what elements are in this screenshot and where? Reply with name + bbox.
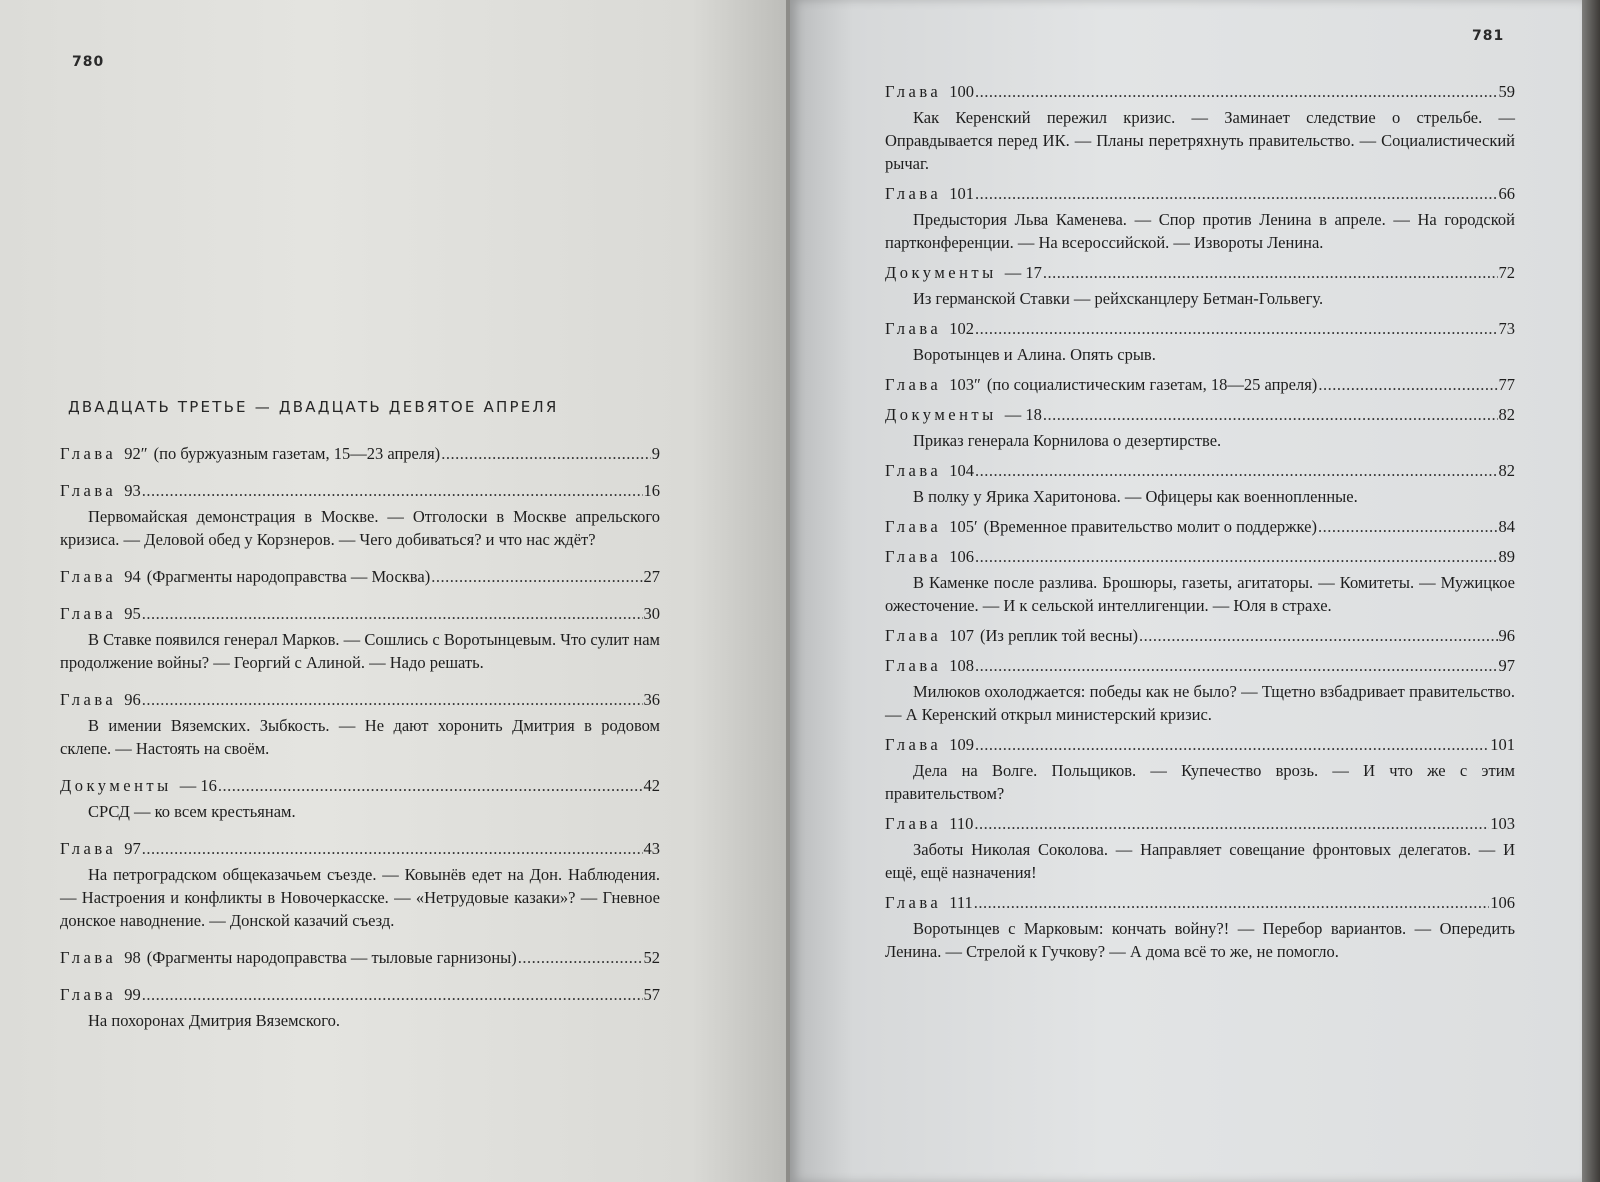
entry-page: 97 — [1498, 656, 1515, 675]
entry-label: Глава — [885, 735, 942, 754]
entry-page: 9 — [651, 444, 660, 463]
entry-number: — 18 — [1004, 405, 1042, 424]
entry-number: 108 — [949, 656, 975, 675]
entry-number: 95 — [124, 604, 141, 623]
entry-description: Из германской Ставки — рейхсканцлеру Бетман-Гольвегу. — [913, 289, 1324, 308]
entry-number: — 16 — [179, 776, 217, 795]
toc-entry — [885, 654, 1515, 677]
entry-page: 43 — [643, 839, 660, 858]
toc-entry — [60, 774, 660, 797]
entry-page: 42 — [643, 776, 660, 795]
entry-label: Глава — [885, 461, 942, 480]
entry-page: 103 — [1490, 814, 1515, 833]
toc-entry — [60, 479, 660, 502]
entry-number: 107 — [949, 626, 975, 645]
dot-leader — [975, 733, 1489, 756]
left-page — [0, 0, 786, 1182]
entry-page: 73 — [1498, 319, 1515, 338]
entry-number: 94 — [124, 567, 141, 586]
entry-page: 89 — [1498, 547, 1515, 566]
entry-label: Глава — [60, 948, 117, 967]
toc-entry — [885, 545, 1515, 568]
dot-leader — [142, 983, 643, 1006]
entry-label: Глава — [885, 184, 942, 203]
toc-entry — [885, 80, 1515, 103]
entry-label: Документы — [885, 405, 997, 424]
entry-description: Предыстория Льва Каменева. — Спор против Ленина в апреле. — На городской партконференции. — На всероссийской. — Извороты Ленина. — [885, 210, 1515, 252]
toc-entry — [60, 442, 660, 465]
entry-page: 27 — [643, 567, 660, 586]
toc-entry — [885, 261, 1515, 284]
entry-page: 52 — [643, 948, 660, 967]
toc-entry — [885, 459, 1515, 482]
entry-label: Глава — [885, 893, 942, 912]
dot-leader — [142, 688, 643, 711]
entry-number: 96 — [124, 690, 141, 709]
entry-page: 82 — [1498, 405, 1515, 424]
entry-page: 59 — [1498, 82, 1515, 101]
right-page — [790, 0, 1582, 1182]
entry-subtitle: (Фрагменты народоправства — Москва) — [146, 567, 431, 586]
entry-number: 109 — [949, 735, 975, 754]
entry-description: На петроградском общеказачьем съезде. — Ковынёв едет на Дон. Наблюдения. — Настроения и конфликты в Новочеркасске. — «Нетрудовые казаки»? — Гневное донское наводнение. — Донской казачий съезд. — [60, 865, 660, 930]
entry-page: 101 — [1490, 735, 1515, 754]
entry-label: Глава — [60, 839, 117, 858]
dot-leader — [142, 602, 643, 625]
entry-label: Глава — [885, 656, 942, 675]
dot-leader — [975, 459, 1497, 482]
toc-entry — [60, 602, 660, 625]
entry-subtitle: (Из реплик той весны) — [980, 626, 1139, 645]
entry-number: 106 — [949, 547, 975, 566]
entry-number: 93 — [124, 481, 141, 500]
entry-subtitle: (по социалистическим газетам, 18—25 апреля) — [986, 375, 1318, 394]
entry-page: 106 — [1490, 893, 1515, 912]
dot-leader — [1043, 261, 1498, 284]
dot-leader — [1139, 624, 1497, 647]
entry-label: Глава — [885, 319, 942, 338]
entry-page: 36 — [643, 690, 660, 709]
entry-description: В имении Вяземских. Зыбкость. — Не дают хоронить Дмитрия в родовом склепе. — Настоять на своём. — [60, 716, 660, 758]
book-edge — [1582, 0, 1600, 1182]
entry-number: 104 — [949, 461, 975, 480]
entry-description: На похоронах Дмитрия Вяземского. — [88, 1011, 341, 1030]
dot-leader — [142, 837, 643, 860]
entry-label: Глава — [885, 547, 942, 566]
entry-description: Как Керенский пережил кризис. — Заминает следствие о стрельбе. — Оправдывается перед ИК. — Планы перетряхнуть правительство. — Социалистический рычаг. — [885, 108, 1515, 173]
entry-subtitle: (по буржуазным газетам, 15—23 апреля) — [153, 444, 441, 463]
dot-leader — [975, 182, 1497, 205]
entry-label: Глава — [885, 82, 942, 101]
entry-description: В Каменке после разлива. Брошюры, газеты, агитаторы. — Комитеты. — Мужицкое ожесточение. — И к сельской интеллигенции. — Юля в страхе. — [885, 573, 1515, 615]
entry-description: Воротынцев и Алина. Опять срыв. — [913, 345, 1156, 364]
entry-label: Документы — [60, 776, 172, 795]
entry-subtitle: (Фрагменты народоправства — тыловые гарнизоны) — [146, 948, 517, 967]
entry-description: В полку у Ярика Харитонова. — Офицеры как военнопленные. — [913, 487, 1358, 506]
dot-leader — [218, 774, 643, 797]
entry-label: Глава — [60, 567, 117, 586]
entry-subtitle: (Временное правительство молит о поддержке) — [983, 517, 1317, 536]
dot-leader — [975, 545, 1497, 568]
dot-leader — [518, 946, 643, 969]
entry-page: 82 — [1498, 461, 1515, 480]
entry-number: 102 — [949, 319, 975, 338]
entry-description: Милюков охолоджается: победы как не было? — Тщетно взбадривает правительство. — А Керенский открыл министерский кризис. — [885, 682, 1515, 724]
entry-description: В Ставке появился генерал Марков. — Сошлись с Воротынцевым. Что сулит нам продолжение войны? — Георгий с Алиной. — Надо решать. — [60, 630, 660, 672]
entry-number: 99 — [124, 985, 141, 1004]
dot-leader — [975, 317, 1497, 340]
entry-label: Документы — [885, 263, 997, 282]
dot-leader — [431, 565, 642, 588]
dot-leader — [974, 812, 1489, 835]
toc-entry — [885, 317, 1515, 340]
entry-number: 101 — [949, 184, 975, 203]
entry-label: Глава — [60, 985, 117, 1004]
toc-entry — [60, 946, 660, 969]
entry-number: 92″ — [124, 444, 148, 463]
entry-page: 16 — [643, 481, 660, 500]
entry-description: Дела на Волге. Польщиков. — Купечество врозь. — И что же с этим правительством? — [885, 761, 1515, 803]
dot-leader — [974, 891, 1489, 914]
part-title: ДВАДЦАТЬ ТРЕТЬЕ — ДВАДЦАТЬ ДЕВЯТОЕ АПРЕЛЯ — [68, 398, 559, 416]
dot-leader — [1043, 403, 1498, 426]
toc-entry — [60, 837, 660, 860]
entry-number: 103″ — [949, 375, 981, 394]
toc-entry — [885, 182, 1515, 205]
dot-leader — [975, 80, 1497, 103]
entry-label: Глава — [885, 814, 942, 833]
toc-entry — [885, 403, 1515, 426]
toc-entry — [885, 891, 1515, 914]
entry-number: — 17 — [1004, 263, 1042, 282]
toc-entry — [885, 373, 1515, 396]
entry-label: Глава — [60, 690, 117, 709]
entry-number: 110 — [949, 814, 974, 833]
entry-page: 77 — [1498, 375, 1515, 394]
dot-leader — [1318, 373, 1497, 396]
entry-description: СРСД — ко всем крестьянам. — [88, 802, 296, 821]
entry-label: Глава — [885, 375, 942, 394]
toc-entry — [885, 515, 1515, 538]
toc-entry — [60, 565, 660, 588]
entry-page: 57 — [643, 985, 660, 1004]
entry-description: Приказ генерала Корнилова о дезертирстве. — [913, 431, 1222, 450]
entry-number: 111 — [949, 893, 973, 912]
dot-leader — [142, 479, 643, 502]
entry-label: Глава — [885, 517, 942, 536]
entry-page: 30 — [643, 604, 660, 623]
entry-label: Глава — [60, 444, 117, 463]
entry-description: Заботы Николая Соколова. — Направляет совещание фронтовых делегатов. — И ещё, ещё назначения! — [885, 840, 1515, 882]
dot-leader — [975, 654, 1497, 677]
entry-number: 100 — [949, 82, 975, 101]
entry-number: 105′ — [949, 517, 978, 536]
right-page-number: 781 — [1472, 28, 1505, 44]
toc-entry — [885, 624, 1515, 647]
dot-leader — [441, 442, 651, 465]
entry-label: Глава — [885, 626, 942, 645]
toc-entry — [885, 733, 1515, 756]
entry-label: Глава — [60, 604, 117, 623]
entry-page: 72 — [1498, 263, 1515, 282]
dot-leader — [1318, 515, 1498, 538]
entry-label: Глава — [60, 481, 117, 500]
entry-number: 97 — [124, 839, 141, 858]
right-toc — [885, 80, 1515, 963]
entry-page: 96 — [1498, 626, 1515, 645]
entry-page: 66 — [1498, 184, 1515, 203]
toc-entry — [885, 812, 1515, 835]
entry-description: Первомайская демонстрация в Москве. — Отголоски в Москве апрельского кризиса. — Деловой обед у Корзнеров. — Чего добиваться? и что нас ждёт? — [60, 507, 660, 549]
left-toc — [60, 442, 660, 1032]
left-page-number: 780 — [72, 54, 105, 70]
entry-description: Воротынцев с Марковым: кончать войну?! — Перебор вариантов. — Опередить Ленина. — Стрелой к Гучкову? — А дома всё то же, не помогло. — [885, 919, 1515, 961]
toc-entry — [60, 983, 660, 1006]
entry-page: 84 — [1498, 517, 1515, 536]
entry-number: 98 — [124, 948, 141, 967]
toc-entry — [60, 688, 660, 711]
